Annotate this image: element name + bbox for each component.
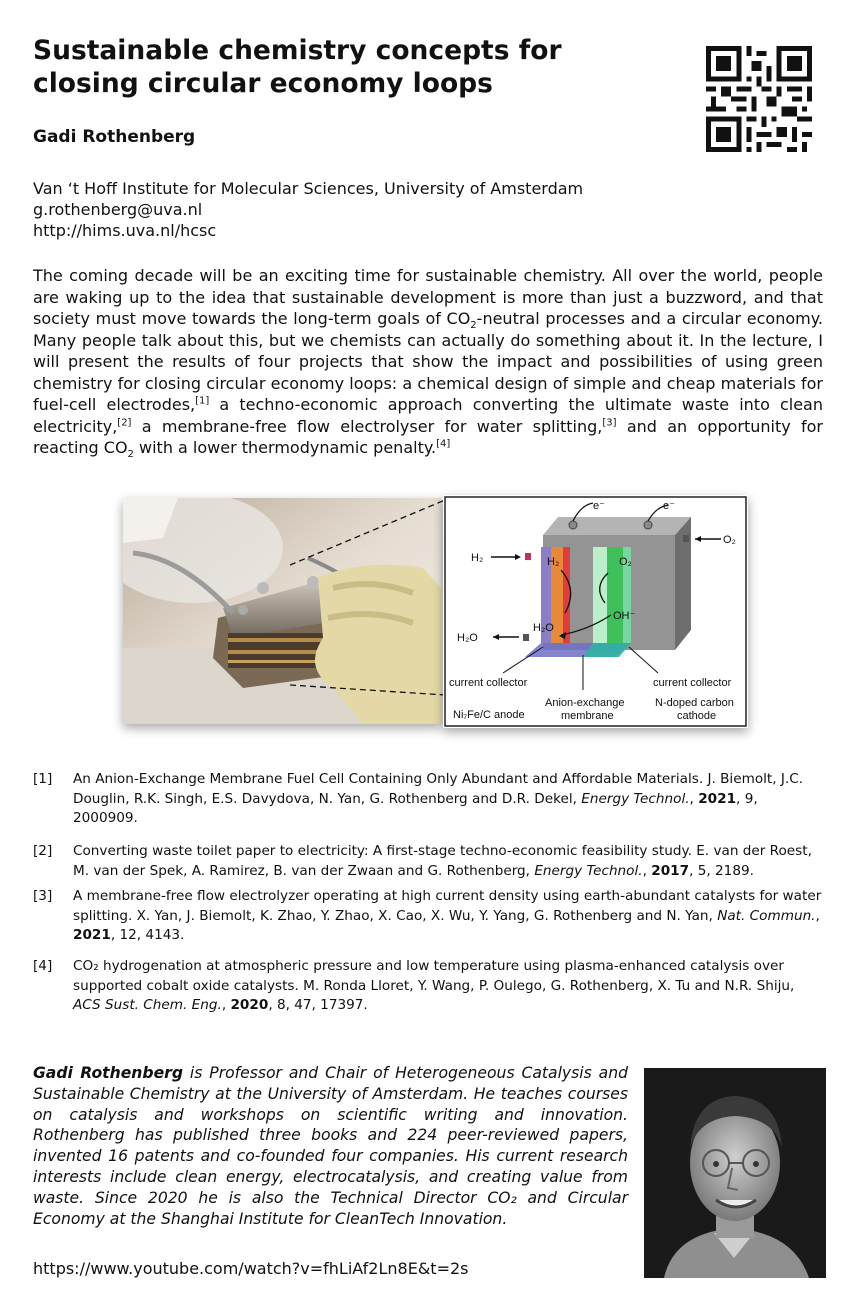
anode-red-layer xyxy=(563,547,570,643)
zoom-connector-lines xyxy=(290,495,450,700)
reference-year: 2017 xyxy=(651,862,690,879)
o2-inner-label: O₂ xyxy=(619,556,632,568)
reference-journal: Energy Technol. xyxy=(581,790,690,807)
reference-journal: Nat. Commun. xyxy=(717,907,816,924)
current-collector-right-label: current collector xyxy=(653,677,732,689)
reference-body: An Anion-Exchange Membrane Fuel Cell Containing Only Abundant and Affordable Materials. J. Biemolt, J.C. Douglin, R.K. Singh, E.S. Davydova, N. Yan, G. Rothenberg and D.R. Dekel, xyxy=(73,771,804,807)
author-bio xyxy=(33,1063,628,1229)
citation-2[interactable]: [2] xyxy=(117,417,132,429)
abstract-text-5: and an opportunity for reacting CO xyxy=(33,416,823,457)
co2-subscript: 2 xyxy=(127,449,134,461)
reference-number: [4] xyxy=(33,958,53,974)
citation-1[interactable]: [1] xyxy=(195,395,210,407)
reference-year: 2020 xyxy=(230,997,269,1013)
reference-volume-pages: , 5, 2189. xyxy=(689,862,754,879)
reference-item xyxy=(33,887,823,946)
paper-title: Sustainable chemistry concepts for closing circular economy loops xyxy=(33,35,562,99)
affiliation: Van ‘t Hoff Institute for Molecular Sciences, University of Amsterdam xyxy=(33,179,584,198)
website-link[interactable]: http://hims.uva.nl/hcsc xyxy=(33,221,217,240)
reference-number: [1] xyxy=(33,771,53,787)
cathode-label-1: N-doped carbon xyxy=(655,697,734,709)
reference-year: 2021 xyxy=(73,927,111,943)
abstract-paragraph xyxy=(33,265,823,459)
reference-number: [3] xyxy=(33,888,53,904)
reference-journal: ACS Sust. Chem. Eng. xyxy=(73,997,222,1013)
qr-code-icon xyxy=(706,46,812,152)
fuel-cell-schematic xyxy=(443,495,748,728)
cathode-label-2: cathode xyxy=(677,710,717,722)
reference-number: [2] xyxy=(33,843,53,859)
h2o-outlet-label: H₂O xyxy=(457,632,478,644)
bio-text: is Professor and Chair of Heterogeneous Catalysis and Sustainable Chemistry at the University of Amsterdam. He teaches courses on catalysis and workshops on scientific writing and innovation. Rothenberg has published three books and 224 peer-reviewed papers, invented 16 patents and co-founded four companies. His current research interests include clean energy, electrocatalysis, and creating value from waste. Since 2020 he is also the Technical Director CO₂ and Circular Economy at the Shanghai Institute for CleanTech Innovation. xyxy=(33,1064,628,1228)
o2-inlet-label: O₂ xyxy=(723,534,736,546)
reference-body: A membrane-free flow electrolyzer operating at high current density using earth-abundant catalysts for water splitting. X. Yan, J. Biemolt, K. Zhao, Y. Zhao, X. Cao, X. Wu, Y. Yang, G. Rothenberg and N. Yan, xyxy=(73,888,822,924)
email-link[interactable]: g.rothenberg@uva.nl xyxy=(33,200,203,219)
reference-text: A membrane-free flow electrolyzer operating at high current density using earth-abundant catalysts for water splitting. X. Yan, J. Biemolt, K. Zhao, Y. Zhao, X. Cao, X. Wu, Y. Yang, G. Rothenberg and N. Yan, Nat. Commun., 2021, 12, 4143. xyxy=(73,888,822,943)
reference-year: 2021 xyxy=(698,790,737,807)
electron-label-left: e⁻ xyxy=(593,500,605,512)
hydroxide-label: OH⁻ xyxy=(613,610,636,622)
abstract-text-3: a techno-economic approach converting the ultimate waste into clean electricity, xyxy=(33,395,823,436)
reference-item xyxy=(33,957,823,1016)
anode-label: Ni₇Fe/C anode xyxy=(453,709,525,721)
reference-text: CO₂ hydrogenation at atmospheric pressure and low temperature using plasma-enhanced catalysis over supported cobalt oxide catalysts. M. Ronda Lloret, Y. Wang, P. Oulego, G. Rothenberg, X. Tu and N.R. Shiju, ACS Sust. Chem. Eng., 2020, 8, 47, 17397. xyxy=(73,958,795,1013)
abstract-text-4: a membrane-free flow electrolyser for water splitting, xyxy=(131,416,603,436)
author-portrait xyxy=(644,1068,826,1278)
bio-author-name: Gadi Rothenberg xyxy=(33,1064,183,1082)
membrane-label-1: Anion-exchange xyxy=(545,697,625,709)
citation-3[interactable]: [3] xyxy=(602,417,617,429)
reference-body: Converting waste toilet paper to electricity: A first-stage techno-economic feasibility study. E. van der Roest, M. van der Spek, A. Ramirez, B. van der Zwaan and G. Rothenberg, xyxy=(73,843,812,879)
video-link[interactable]: https://www.youtube.com/watch?v=fhLiAf2Ln8E&t=2s xyxy=(33,1259,469,1278)
reference-body: CO₂ hydrogenation at atmospheric pressure and low temperature using plasma-enhanced catalysis over supported cobalt oxide catalysts. M. Ronda Lloret, Y. Wang, P. Oulego, G. Rothenberg, X. Tu and N.R. Shiju, xyxy=(73,958,795,994)
membrane-label-2: membrane xyxy=(561,710,614,722)
h2-inlet-label: H₂ xyxy=(471,552,484,564)
reference-volume-pages: , 9, 2000909. xyxy=(73,790,758,826)
author-name: Gadi Rothenberg xyxy=(33,127,196,147)
reference-text: An Anion-Exchange Membrane Fuel Cell Containing Only Abundant and Affordable Materials. J. Biemolt, J.C. Douglin, R.K. Singh, E.S. Davydova, N. Yan, G. Rothenberg and D.R. Dekel, Energy Technol., 2021, 9, 2000909. xyxy=(73,771,804,826)
electron-label-right: e⁻ xyxy=(663,500,675,512)
h2o-inner-label: H₂O xyxy=(533,622,554,634)
abstract-text-1: The coming decade will be an exciting time for sustainable chemistry. All over the world, people are waking up to the idea that sustainable development is more than just a buzzword, and that society must move towards the long-term goals of CO xyxy=(33,266,823,328)
citation-4[interactable]: [4] xyxy=(436,438,451,450)
reference-journal: Energy Technol. xyxy=(534,862,643,879)
reference-volume-pages: , 8, 47, 17397. xyxy=(268,997,368,1013)
reference-item xyxy=(33,770,823,829)
h2-inner-label: H₂ xyxy=(547,556,560,568)
reference-text: Converting waste toilet paper to electricity: A first-stage techno-economic feasibility study. E. van der Roest, M. van der Spek, A. Ramirez, B. van der Zwaan and G. Rothenberg, Energy Technol., 2017, 5, 2189. xyxy=(73,843,812,879)
co2-subscript: 2 xyxy=(470,320,477,332)
reference-volume-pages: , 12, 4143. xyxy=(110,927,185,943)
reference-item xyxy=(33,842,823,881)
current-collector-left-label: current collector xyxy=(449,677,528,689)
abstract-text-6: with a lower thermodynamic penalty. xyxy=(133,438,437,457)
abstract-text-2: -neutral processes and a circular economy. Many people talk about this, but we chemists can actually do something about it. In the lecture, I will present the results of four projects that show the impact and possibilities of using green chemistry for closing circular economy loops: a chemical design of simple and cheap materials for fuel-cell electrodes, xyxy=(33,309,824,414)
